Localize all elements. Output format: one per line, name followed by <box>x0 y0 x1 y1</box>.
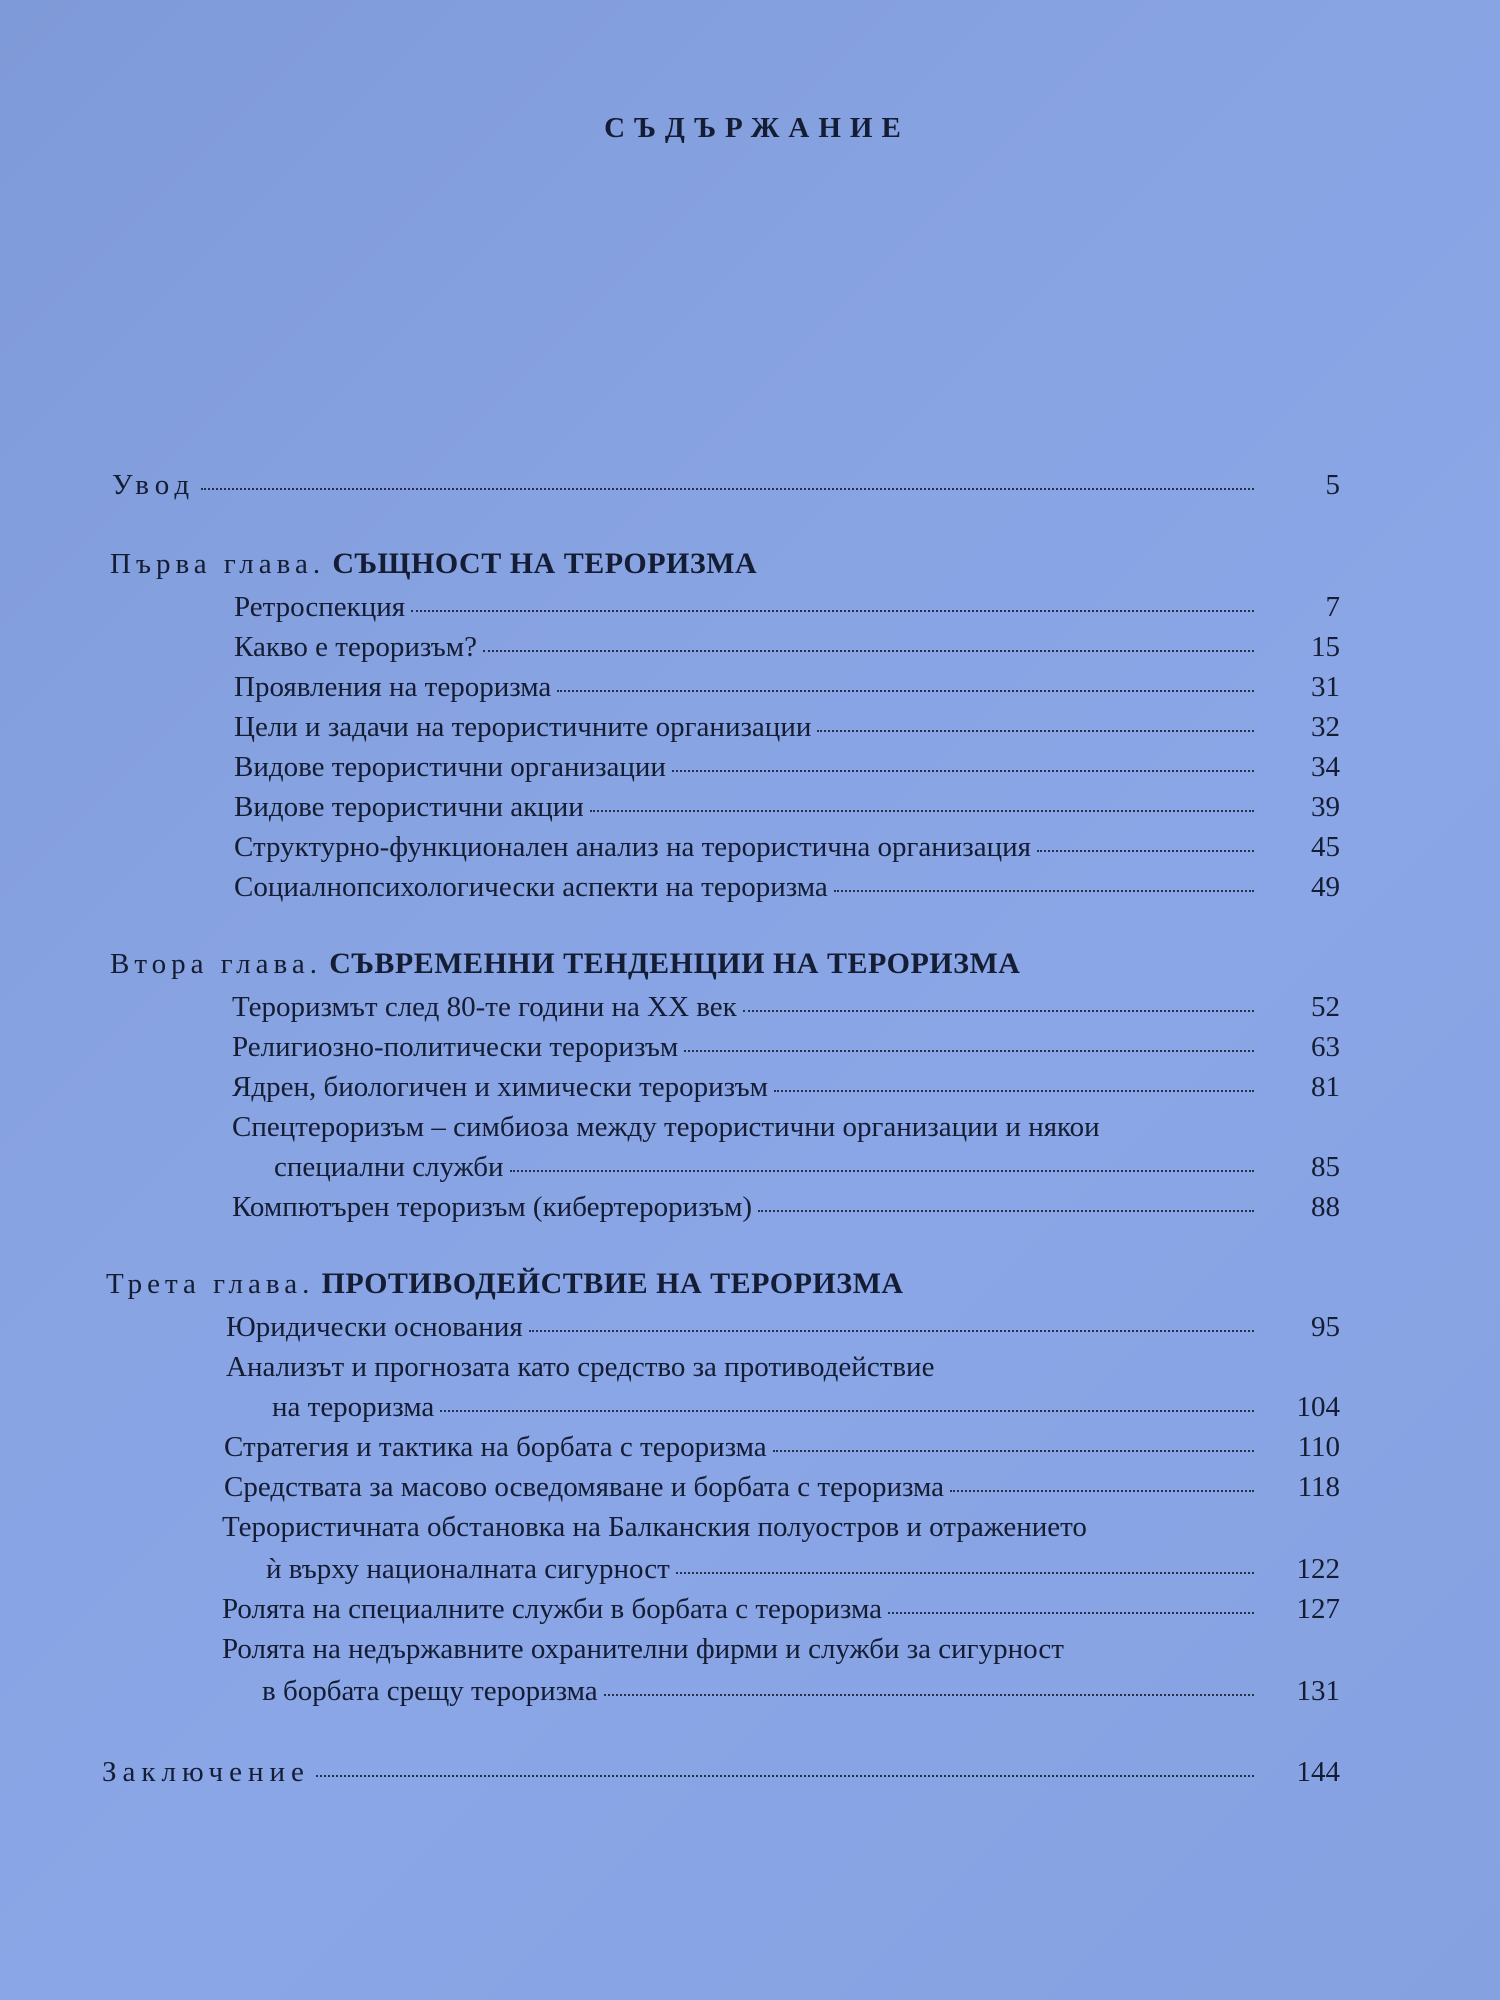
leader-dots <box>676 1572 1254 1574</box>
toc-entry <box>234 749 1340 785</box>
leader-dots <box>817 730 1254 732</box>
toc-entry-text: на тероризма <box>272 1391 435 1423</box>
toc-entry-text: Проявления на тероризма <box>234 671 552 703</box>
toc-page-number: 118 <box>1297 1471 1340 1503</box>
toc-entry-text: Религиозно-политически тероризъм <box>232 1031 679 1063</box>
chapter-label: Втора глава. <box>110 948 322 980</box>
chapter-name: СЪВРЕМЕННИ ТЕНДЕНЦИИ НА ТЕРОРИЗМА <box>329 947 1021 980</box>
toc-entry-text: Видове терористични организации <box>234 751 666 783</box>
leader-dots <box>834 890 1254 892</box>
toc-entry <box>234 589 1340 625</box>
toc-entry <box>232 1069 1340 1105</box>
chapter-name: ПРОТИВОДЕЙСТВИЕ НА ТЕРОРИЗМА <box>321 1267 904 1300</box>
toc-entry-line1: Терористичната обстановка на Балканския полуостров и отражението <box>222 1511 1087 1543</box>
toc-entry <box>266 1551 1340 1587</box>
toc-entry-text: Юридически основания <box>226 1311 523 1343</box>
toc-entry <box>272 1389 1340 1425</box>
toc-page-number: 7 <box>1325 591 1340 623</box>
toc-entry-text: Ролята на специалните служби в борбата с тероризма <box>222 1593 882 1625</box>
leader-dots <box>1037 850 1254 852</box>
toc-entry-conclusion <box>102 1754 1340 1790</box>
toc-entry <box>232 989 1340 1025</box>
toc-entry <box>234 709 1340 745</box>
leader-dots <box>604 1694 1254 1696</box>
leader-dots <box>773 1450 1254 1452</box>
chapter-3-heading <box>106 1266 904 1302</box>
toc-page-number: 32 <box>1311 711 1340 743</box>
toc-page-number: 5 <box>1325 469 1340 501</box>
chapter-label: Първа глава. <box>110 548 326 580</box>
toc-page-number: 104 <box>1296 1391 1340 1423</box>
toc-page-number: 122 <box>1296 1553 1340 1585</box>
leader-dots <box>888 1612 1254 1614</box>
toc-entry-intro <box>112 467 1340 503</box>
toc-page-number: 85 <box>1311 1151 1340 1183</box>
toc-entry-text: специални служби <box>274 1151 504 1183</box>
toc-entry-text: Социалнопсихологически аспекти на тероризма <box>234 871 828 903</box>
toc-page-number: 63 <box>1311 1031 1340 1063</box>
toc-entry-text: Средствата за масово осведомяване и борбата с тероризма <box>224 1471 945 1503</box>
toc-page-number: 15 <box>1311 631 1340 663</box>
toc-entry <box>234 629 1340 665</box>
leader-dots <box>774 1090 1254 1092</box>
toc-entry-text: Ретроспекция <box>234 591 406 623</box>
toc-page-number: 144 <box>1296 1756 1340 1788</box>
toc-entry-text: Ядрен, биологичен и химически тероризъм <box>232 1071 768 1103</box>
toc-page-number: 88 <box>1311 1191 1340 1223</box>
chapter-name: СЪЩНОСТ НА ТЕРОРИЗМА <box>332 547 758 580</box>
leader-dots <box>557 690 1254 692</box>
chapter-1-heading <box>110 546 757 582</box>
toc-entry <box>234 829 1340 865</box>
toc-entry <box>224 1429 1340 1465</box>
toc-entry-text: Тероризмът след 80-те години на XX век <box>232 991 737 1023</box>
leader-dots <box>510 1170 1254 1172</box>
toc-entry-text: Какво е тероризъм? <box>234 631 478 663</box>
leader-dots <box>411 610 1254 612</box>
toc-entry-text: в борбата срещу тероризма <box>262 1675 598 1707</box>
toc-entry <box>222 1591 1340 1627</box>
toc-entry <box>234 789 1340 825</box>
toc-page-number: 34 <box>1311 751 1340 783</box>
leader-dots <box>590 810 1254 812</box>
leader-dots <box>483 650 1254 652</box>
toc-entry-line1: Спецтероризъм – симбиоза между терористични организации и някои <box>232 1111 1100 1143</box>
leader-dots <box>529 1330 1254 1332</box>
leader-dots <box>201 488 1254 490</box>
leader-dots <box>743 1010 1254 1012</box>
toc-page-number: 110 <box>1297 1431 1340 1463</box>
chapter-2-heading <box>110 946 1020 982</box>
toc-entry-text: ѝ върху националната сигурност <box>266 1553 670 1585</box>
leader-dots <box>672 770 1254 772</box>
toc-page-number: 131 <box>1296 1675 1340 1707</box>
toc-entry <box>234 869 1340 905</box>
toc-entry <box>262 1673 1340 1709</box>
toc-entry <box>232 1029 1340 1065</box>
toc-page-number: 31 <box>1311 671 1340 703</box>
leader-dots <box>316 1775 1254 1777</box>
toc-page-number: 127 <box>1296 1593 1340 1625</box>
toc-entry <box>224 1469 1340 1505</box>
toc-entry-label: Увод <box>112 469 196 501</box>
leader-dots <box>684 1050 1254 1052</box>
toc-entry-line1: Анализът и прогнозата като средство за противодействие <box>226 1351 935 1383</box>
toc-page-number: 49 <box>1311 871 1340 903</box>
toc-entry-text: Цели и задачи на терористичните организации <box>234 711 812 743</box>
toc-entry <box>226 1309 1340 1345</box>
page-title: СЪДЪРЖАНИЕ <box>604 112 910 144</box>
toc-page-number: 52 <box>1311 991 1340 1023</box>
toc-page-number: 39 <box>1311 791 1340 823</box>
toc-entry-text: Компютърен тероризъм (кибертероризъм) <box>232 1191 753 1223</box>
toc-entry-line1: Ролята на недържавните охранителни фирми и служби за сигурност <box>222 1633 1064 1665</box>
toc-entry-text: Видове терористични акции <box>234 791 584 823</box>
toc-entry-text: Стратегия и тактика на борбата с тероризма <box>224 1431 767 1463</box>
leader-dots <box>950 1490 1254 1492</box>
toc-page-number: 45 <box>1311 831 1340 863</box>
toc-entry-label: Заключение <box>102 1756 310 1788</box>
leader-dots <box>758 1210 1254 1212</box>
leader-dots <box>440 1410 1254 1412</box>
toc-page-number: 95 <box>1311 1311 1340 1343</box>
chapter-label: Трета глава. <box>106 1268 315 1300</box>
toc-entry <box>234 669 1340 705</box>
toc-entry-text: Структурно-функционален анализ на терористична организация <box>234 831 1031 863</box>
toc-entry <box>274 1149 1340 1185</box>
toc-entry <box>232 1189 1340 1225</box>
toc-page-number: 81 <box>1311 1071 1340 1103</box>
